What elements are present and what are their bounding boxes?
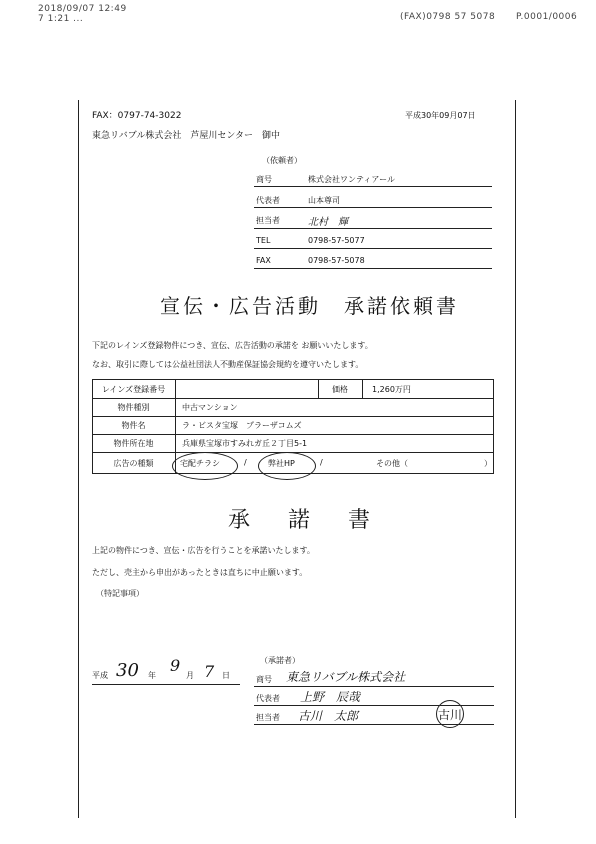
requester-rep-underline — [254, 207, 492, 208]
requester-tel-value: 0798-57-5077 — [308, 236, 365, 245]
requester-person-value: 北村 輝 — [308, 217, 348, 228]
type-label: 物件種別 — [117, 403, 150, 412]
signature-era: 平成 — [92, 671, 108, 680]
price-value: 1,260万円 — [372, 385, 411, 394]
consenter-person-value: 古川 太郎 — [298, 709, 359, 723]
requester-person-label: 担当者 — [256, 216, 280, 225]
requester-company-label: 商号 — [256, 175, 272, 184]
requester-company-value: 株式会社ワンティアール — [308, 175, 395, 184]
intro-line-1: 下記のレインズ登録物件につき、宣伝、広告活動の承諾を お願いいたします。 — [92, 341, 373, 350]
requester-company-underline — [254, 186, 492, 187]
method-other-label: その他（ — [376, 459, 408, 468]
address-label: 物件所在地 — [113, 439, 154, 448]
personal-seal-stamp: 古川 — [436, 700, 464, 728]
signature-day-unit: 日 — [222, 671, 230, 680]
requester-rep-value: 山本尊司 — [308, 196, 340, 205]
requester-tel-underline — [254, 248, 492, 249]
conditions-label: （特記事項） — [96, 589, 144, 598]
consenter-company-label: 商号 — [256, 675, 272, 684]
requester-person-underline — [254, 228, 492, 229]
fax-datetime: 2018/09/07 12:49 — [38, 4, 127, 14]
consent-heading: 承 諾 書 — [228, 508, 379, 533]
type-value: 中古マンション — [182, 403, 238, 412]
document-date: 平成30年09月07日 — [405, 111, 476, 120]
address-value: 兵庫県宝塚市すみれガ丘２丁目5-1 — [182, 439, 308, 448]
requester-fax-underline — [254, 268, 492, 269]
consenter-person-label: 担当者 — [256, 713, 280, 722]
price-label: 価格 — [332, 385, 348, 394]
consenter-rep-value: 上野 辰哉 — [300, 690, 361, 704]
consenter-label: （承諾者） — [260, 656, 300, 665]
signature-day: 7 — [204, 662, 215, 681]
consenter-rep-label: 代表者 — [256, 694, 280, 703]
website-circle-mark — [258, 452, 316, 480]
method-label: 広告の種類 — [113, 459, 154, 468]
requester-fax-value: 0798-57-5078 — [308, 256, 365, 265]
method-option-flyer: 宅配チラシ — [180, 459, 220, 468]
fax-sender: 7 1:21 ... — [38, 14, 84, 24]
name-value: ラ・ビスタ宝塚 プラーザコムズ — [182, 421, 302, 430]
requester-tel-label: TEL — [256, 236, 271, 245]
requester-fax-label: FAX — [256, 256, 271, 265]
signature-year-unit: 年 — [148, 671, 156, 680]
page-border-left — [78, 100, 79, 818]
fax-page: P.0001/0006 — [516, 12, 578, 22]
recipient-company: 東急リバブル株式会社 芦屋川センター 御中 — [92, 131, 281, 141]
method-other-close: ） — [484, 459, 492, 468]
requester-label: （依頼者） — [262, 156, 302, 165]
fax-number: (FAX)0798 57 5078 — [400, 12, 496, 22]
reins-label: レインズ登録番号 — [101, 385, 166, 394]
consent-line-1: 上記の物件につき、宣伝・広告を行うことを承諾いたします。 — [92, 546, 315, 555]
consenter-company-value: 東急リバブル株式会社 — [286, 670, 406, 684]
fax-to: FAX：0797-74-3022 — [92, 111, 182, 121]
signature-year: 30 — [116, 660, 139, 681]
signature-month: 9 — [170, 656, 181, 675]
consenter-company-underline — [254, 686, 494, 687]
consent-line-2: ただし、売主から申出があったときは直ちに中止願います。 — [92, 568, 308, 577]
method-option-website: 弊社HP — [268, 459, 295, 468]
signature-month-unit: 月 — [186, 671, 194, 680]
method-separator-1: / — [244, 458, 247, 467]
name-label: 物件名 — [121, 421, 146, 430]
method-separator-2: / — [320, 458, 323, 467]
date-underline — [92, 684, 240, 685]
page-border-right — [515, 100, 516, 818]
requester-rep-label: 代表者 — [256, 196, 280, 205]
flyer-circle-mark — [172, 452, 238, 480]
document-title: 宣伝・広告活動 承諾依頼書 — [160, 294, 459, 318]
intro-line-2: なお、取引に際しては公益社団法人不動産保証協会規約を遵守いたします。 — [92, 360, 364, 369]
